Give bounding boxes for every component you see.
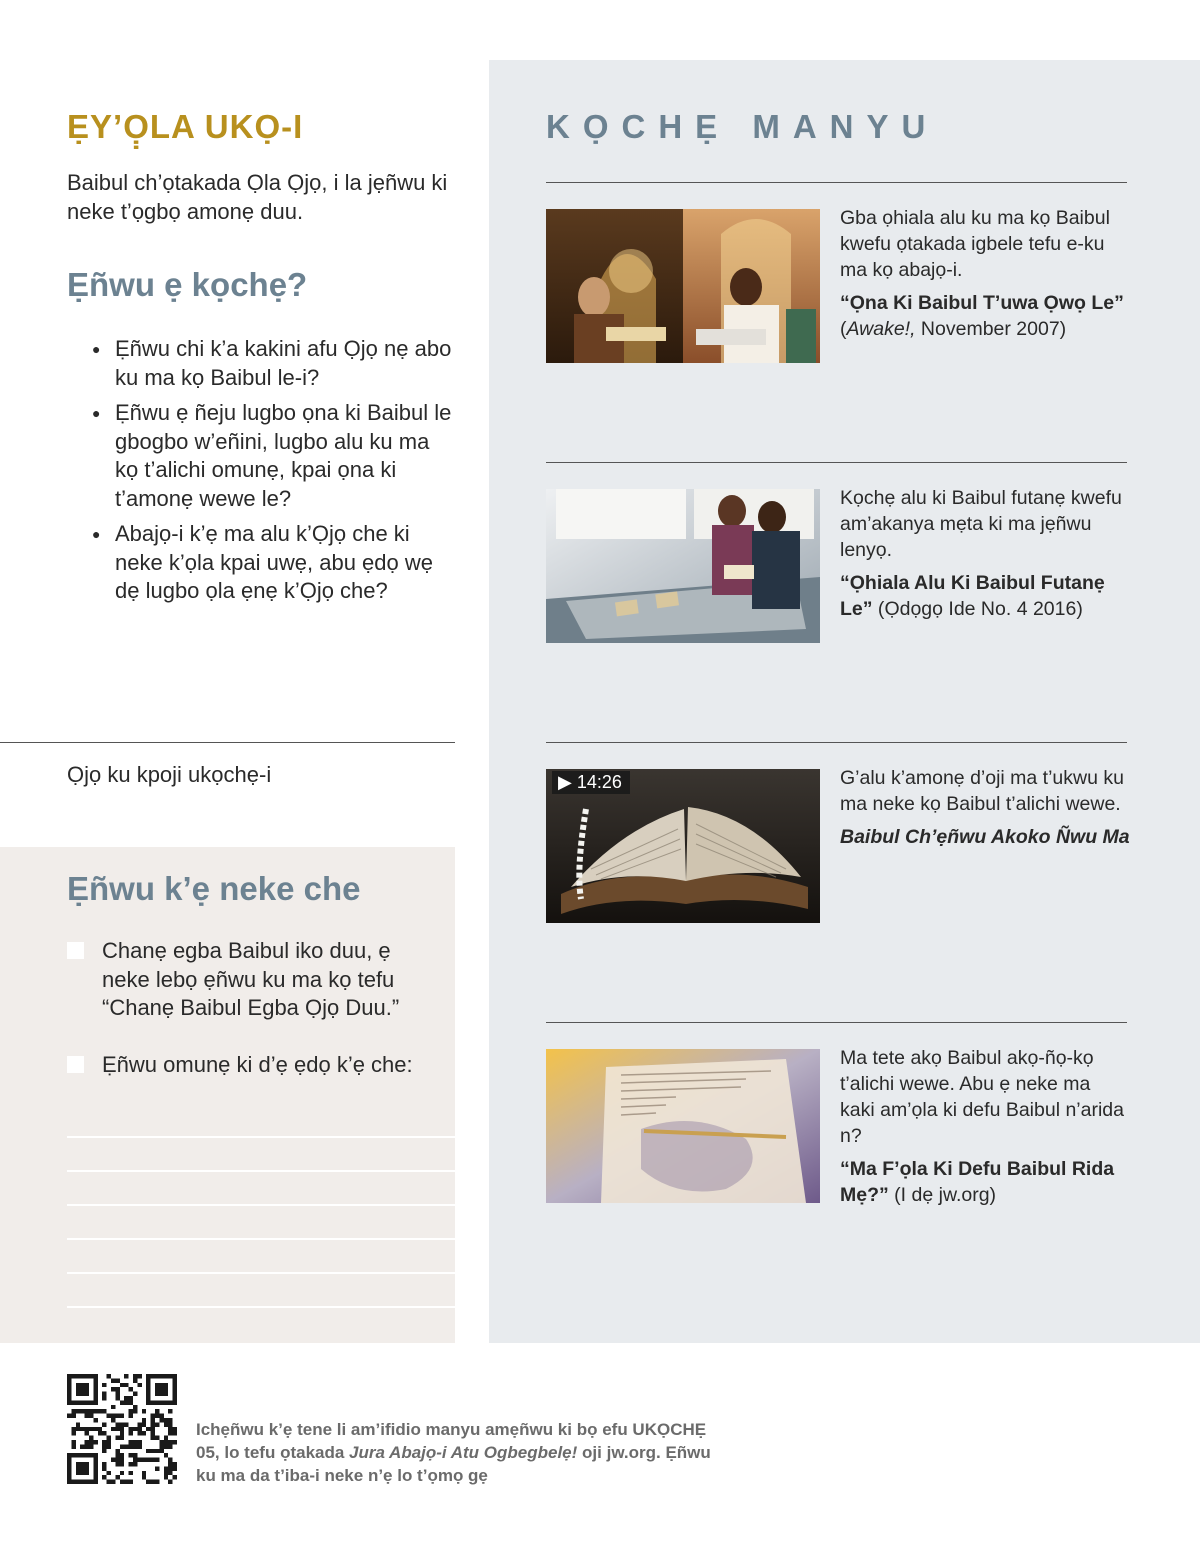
review-question: ● Ẹñwu chi k’a kakini afu Ọjọ nẹ abo ku ma kọ Baibul le-i? — [92, 335, 457, 392]
divider — [546, 742, 1127, 743]
review-list — [92, 335, 457, 613]
divider — [546, 1022, 1127, 1023]
article-source: (I dẹ jw.org) — [888, 1184, 997, 1206]
writing-lines[interactable] — [67, 1104, 455, 1308]
article-link[interactable]: “Ma F’ọla Ki Defu Baibul Rida Mẹ?” — [840, 1158, 1115, 1206]
task-title: Ẹñwu k’ẹ neke che — [67, 870, 361, 907]
manuscript-writing-illustration — [546, 1049, 820, 1203]
article-link[interactable]: “Ọna Ki Baibul T’uwa Ọwọ Le” — [840, 292, 1124, 314]
article-link[interactable]: “Ọhiala Alu Ki Baibul Futanẹ Le” — [840, 572, 1105, 620]
summary-title: ẸY’Ọ̣LA UKỌ-I — [67, 108, 304, 145]
writing-line[interactable] — [67, 1172, 455, 1206]
checkbox[interactable] — [67, 1056, 84, 1073]
video-thumbnail[interactable] — [546, 769, 820, 923]
review-title: Ẹñwu ẹ kọchẹ? — [67, 266, 308, 303]
task-item[interactable] — [67, 1051, 437, 1080]
article-source: (Ọdọgọ Ide No. 4 2016) — [872, 598, 1083, 620]
divider — [546, 182, 1127, 183]
article-title-block — [840, 1156, 1130, 1208]
play-icon: ▶ — [558, 772, 572, 792]
translators-illustration — [546, 209, 820, 363]
video-link[interactable]: Baibul Ch’ẹñwu Akoko Ñwu Ma — [840, 826, 1130, 848]
review-question: ● Ẹñwu ẹ ñeju lugbo ọna ki Baibul le gbogbo w’eñini, lugbo alu ku ma kọ t’alichi omunẹ, kpai ọna ki t’amonẹ wewe le? — [92, 399, 457, 513]
article-2 — [840, 485, 1130, 622]
article-title-block — [840, 570, 1130, 622]
goal-label: Ọjọ ku kpoji ukọchẹ-i — [67, 762, 272, 787]
article-description: Gba ọhiala alu ku ma kọ Baibul kwefu ọtakada igbele tefu e-ku ma kọ abajọ-i. — [840, 207, 1110, 281]
footer-text: Ichẹñwu k’ẹ tene li am’ifidio manyu amẹñwu ki bọ efu UKỌCHẸ 05, lo tefu ọtakada Jura Abajọ-i Atu Ogbegbelẹ! oji jw.org. Ẹñwu ku ma da t’iba-i neke n’ẹ lo t’ọmọ gẹ — [196, 1420, 711, 1485]
writing-line[interactable] — [67, 1138, 455, 1172]
article-4 — [840, 1045, 1130, 1208]
museum-illustration — [546, 489, 820, 643]
review-question: ● Abajọ-i k’ẹ ma alu k’Ọjọ che ki neke k’ọla kpai uwẹ, abu ẹdọ wẹ dẹ lugbo ọla ẹnẹ k’Ọjọ che? — [92, 520, 457, 606]
writing-line[interactable] — [67, 1104, 455, 1138]
article-description: Kọchẹ alu ki Baibul futanẹ kwefu am’akanya mẹta ki ma jẹñwu lenyọ. — [840, 487, 1122, 561]
task-item-text: Ẹñwu omunẹ ki d’ẹ ẹdọ k’ẹ che: — [102, 1052, 413, 1077]
article-source: (Awake!, November 2007) — [840, 318, 1067, 340]
writing-line[interactable] — [67, 1240, 455, 1274]
article-thumbnail[interactable] — [546, 1049, 820, 1203]
writing-line[interactable] — [67, 1274, 455, 1308]
article-description: Ma tete akọ Baibul akọ-ñọ-kọ t’alichi wewe. Abu ẹ neke ma kaki am’ọla ki defu Baibul n’arida n? — [840, 1047, 1124, 1147]
article-thumbnail[interactable] — [546, 209, 820, 363]
checkbox[interactable] — [67, 942, 84, 959]
divider — [546, 462, 1127, 463]
video-duration-badge: ▶ 14:26 — [552, 771, 630, 794]
qr-code-icon — [67, 1374, 177, 1484]
summary-text: Baibul ch’ọtakada Ọla Ọjọ, i la jẹñwu ki neke t’ọgbọ amonẹ duu. — [67, 170, 448, 224]
video-title — [840, 824, 1130, 850]
article-1 — [840, 205, 1130, 342]
writing-line[interactable] — [67, 1206, 455, 1240]
video-3 — [840, 765, 1130, 850]
task-item[interactable] — [67, 937, 437, 1023]
video-description: G’alu k’amonẹ d’oji ma t’ukwu ku ma neke kọ Baibul t’alichi wewe. — [840, 767, 1124, 815]
explore-title: KỌCHẸ MANYU — [546, 108, 939, 145]
divider — [0, 742, 455, 743]
task-item-text: Chanẹ egba Baibul iko duu, ẹ neke lebọ ẹñwu ku ma kọ tefu “Chanẹ Baibul Egba Ọjọ Duu.” — [102, 938, 400, 1020]
qr-code[interactable] — [67, 1374, 177, 1484]
article-title-block — [840, 290, 1130, 342]
article-thumbnail[interactable] — [546, 489, 820, 643]
